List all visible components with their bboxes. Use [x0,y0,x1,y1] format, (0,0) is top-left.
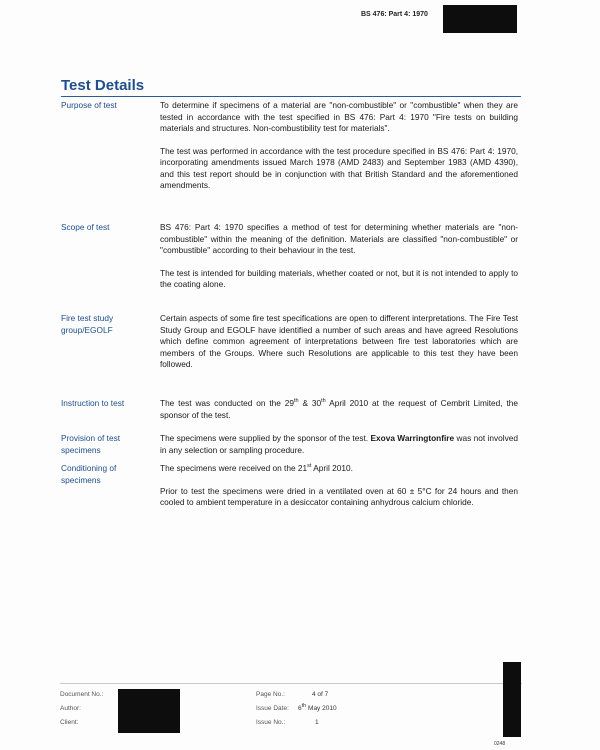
footer-issue-date-label: Issue Date: [256,705,289,712]
conditioning-text-2: April 2010. [311,463,353,473]
footer-page-no-label: Page No.: [256,691,285,698]
scope-label: Scope of test [61,222,110,232]
footer-client-label: Client: [60,719,79,726]
instruction-text-2: & 30 [298,398,322,408]
conditioning-body [160,463,518,509]
scope-body [160,222,518,291]
purpose-paragraph-1: To determine if specimens of a material are "non-combustible" or "combustible" when they are tested in accordance with the test specified in BS 476: Part 4: 1970 "Fire tests on building materials and structures. Non-combustibility test for materials". [160,100,518,133]
egolf-paragraph-1: Certain aspects of some fire test specifications are open to different interpretations. The Fire Test Study Group and EGOLF have identified a number of such areas and have agreed Resolutions which define common agreement of interpretations between fire test laboratories which are members of the Groups. Where such Resolutions are applicable to this test they have been followed. [160,313,518,369]
instruction-label: Instruction to test [61,398,125,408]
footer-issue-date-rest: May 2010 [306,705,337,712]
footer-page-code: 0248 [494,741,506,747]
conditioning-label: Conditioning of specimens [61,463,117,485]
redaction-box-footer [118,689,180,733]
instruction-text-1: The test was conducted on the 29 [160,398,295,408]
footer-divider [60,683,522,684]
footer-author-label: Author: [60,705,81,712]
purpose-paragraph-2: The test was performed in accordance with the test procedure specified in BS 476: Part 4: 1970, incorporating amendments issued March 1978 (AMD 2483) and September 1983 (AMD 4390), and this test report should be in conjunction with that British Standard and the aforementioned amendments. [160,145,518,190]
redaction-box-header [443,5,517,33]
provision-paragraph [160,433,518,456]
footer-issue-date-sup: th [301,702,307,709]
purpose-label: Purpose of test [61,100,117,110]
redaction-box-footer-right [503,662,521,737]
footer-issue-date-day: 6 [298,705,302,712]
footer-page-no-value: 4 of 7 [312,691,329,698]
conditioning-paragraph-1 [160,463,518,475]
egolf-label: Fire test study group/EGOLF [61,313,114,335]
page-title: Test Details [61,77,145,94]
footer-issue-date-value [298,702,337,712]
conditioning-text-1: The specimens were received on the 21 [160,463,308,473]
provision-text-2: was not involved in any selection or sampling procedure. [160,433,518,455]
provision-lab-name: Exova Warringtonfire [370,433,455,443]
instruction-paragraph [160,398,518,421]
instruction-sup-2: th [321,398,326,405]
scope-paragraph-2: The test is intended for building materials, whether coated or not, but it is not intended to apply to the coating alone. [160,267,518,289]
instruction-body [160,398,518,421]
provision-label: Provision of test specimens [61,433,121,455]
provision-body [160,433,518,456]
title-underline [61,96,521,97]
purpose-body [160,100,518,192]
footer-issue-no-value: 1 [315,719,319,726]
footer-issue-no-label: Issue No.: [256,719,286,726]
header-standard-ref: BS 476: Part 4: 1970 [361,11,428,18]
conditioning-paragraph-2: Prior to test the specimens were dried in a ventilated oven at 60 ± 5°C for 24 hours and then cooled to ambient temperature in a desiccator containing anhydrous calcium chloride. [160,485,518,507]
scope-paragraph-1: BS 476: Part 4: 1970 specifies a method of test for determining whether materials are "non-combustible" within the meaning of the definition. Materials are classified "non-combustible" or "combustible" according to their behaviour in the test. [160,222,518,255]
footer-document-no-label: Document No.: [60,691,104,698]
instruction-sup-1: th [294,398,299,405]
conditioning-sup-1: st [307,463,312,470]
instruction-text-3: April 2010 at the request of Cembrit Limited, the sponsor of the test. [160,398,518,420]
egolf-body [160,313,518,371]
provision-text-1: The specimens were supplied by the sponsor of the test. [160,433,371,443]
